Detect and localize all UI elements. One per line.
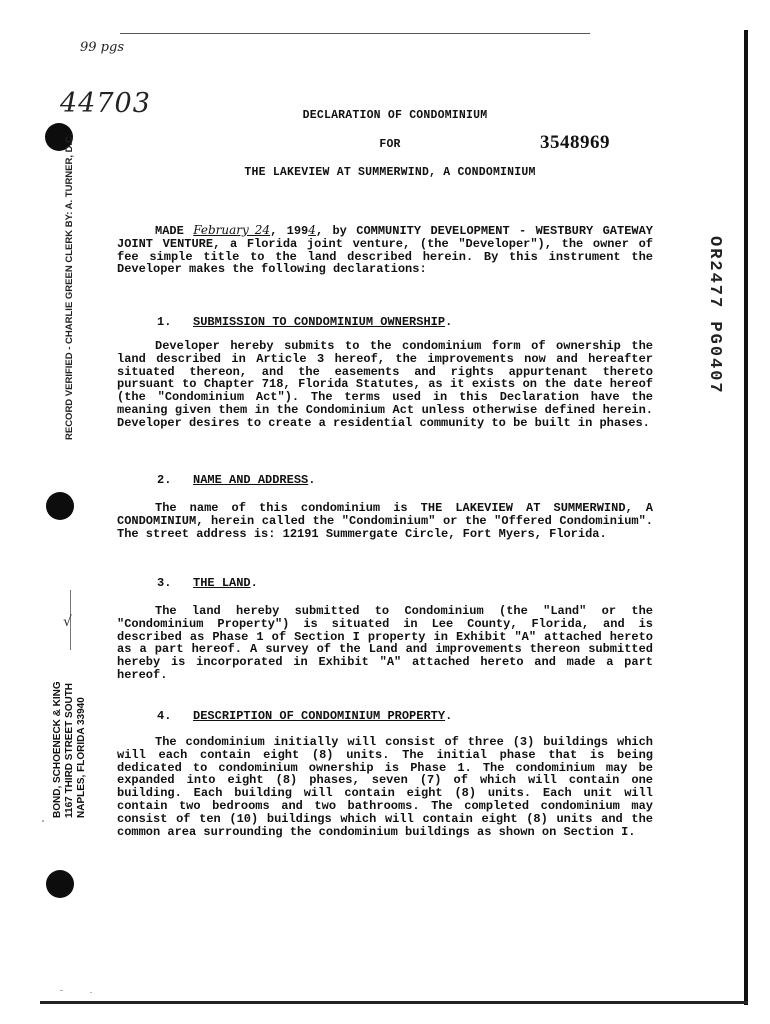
year-handwritten: 4 bbox=[308, 223, 316, 237]
section-1-body bbox=[117, 340, 653, 430]
intro-made: MADE bbox=[155, 224, 184, 238]
return-address-block bbox=[52, 681, 88, 818]
margin-check-mark: √ bbox=[63, 614, 72, 630]
bottom-edge-line bbox=[40, 1001, 748, 1004]
date-handwritten: February 24 bbox=[193, 223, 271, 237]
title-for: FOR bbox=[379, 138, 401, 151]
section-1-number: 1. bbox=[157, 315, 172, 329]
pages-note: 99 pgs bbox=[80, 40, 124, 55]
section-3-body bbox=[117, 605, 653, 682]
or-book-page-stamp: OR2477 PG0407 bbox=[705, 236, 724, 395]
section-3-title: THE LAND bbox=[193, 576, 251, 590]
scan-speck bbox=[60, 990, 63, 991]
section-2-text: The name of this condominium is THE LAKEVIEW AT SUMMERWIND, A CONDOMINIUM, herein called the "Condominium" or the "Offered Condominium". The street address is: 12191 Summergate Circle, Fort Myers, Florida. bbox=[117, 501, 653, 541]
section-2-heading: 2. NAME AND ADDRESS. bbox=[157, 473, 316, 487]
scan-speck bbox=[90, 992, 92, 993]
section-3-text: The land hereby submitted to Condominium (the "Land" or the "Condominium Property") is situated in Lee County, Florida, and is described as Phase 1 of Section I property in Exhibit "A" attached hereto as a part hereof. A survey of the Land and improvements thereon submitted hereby is incorporated in Exhibit "A" attached hereto and made a part hereof. bbox=[117, 604, 653, 682]
section-4-text: The condominium initially will consist of three (3) buildings which will each contain eight (8) units. The initial phase that is being dedicated to condominium ownership is Phase 1. The condominium may be expanded into eight (8) phases, seven (7) of which will contain one building. Each building will contain eight (8) units. Each unit will contain two bedrooms and two bathrooms. The completed condominium may consist of ten (10) buildings which will contain eight (8) units and the common area surrounding the condominium buildings as shown on Section I. bbox=[117, 735, 653, 839]
punch-hole-bottom bbox=[46, 870, 74, 898]
intro-year-prefix: , 199 bbox=[270, 224, 309, 238]
document-number-stamp: 3548969 bbox=[540, 132, 610, 153]
return-address-line2: 1167 THIRD STREET SOUTH bbox=[64, 682, 75, 818]
section-4-body bbox=[117, 736, 653, 838]
file-number: 44703 bbox=[60, 88, 151, 119]
document-title: DECLARATION OF CONDOMINIUM bbox=[302, 109, 488, 122]
right-edge-bar bbox=[744, 30, 748, 1005]
section-2-number: 2. bbox=[157, 473, 172, 487]
section-4-title: DESCRIPTION OF CONDOMINIUM PROPERTY bbox=[193, 709, 446, 723]
return-address-line1: BOND, SCHOENECK & KING bbox=[52, 681, 63, 818]
section-1-text: Developer hereby submits to the condominium form of ownership the land described in Article 3 hereof, the improvements now and hereafter situated thereon, and the easements and rights appurtenant thereto pursuant to Chapter 718, Florida Statutes, as it exists on the date hereof (the "Condominium Act"). The terms used in this Declaration have the meaning given them in the Condominium Act unless otherwise defined herein. Developer desires to create a residential community to be built in phases. bbox=[117, 339, 653, 430]
section-4-heading: 4. DESCRIPTION OF CONDOMINIUM PROPERTY. bbox=[157, 709, 453, 723]
intro-text: , by COMMUNITY DEVELOPMENT - WESTBURY GATEWAY JOINT VENTURE, a Florida joint venture, (the "Developer"), the owner of fee simple title to the land described herein. By this instrument the Developer makes the following declarations: bbox=[117, 224, 654, 277]
scan-speck bbox=[42, 820, 44, 822]
top-edge-line bbox=[120, 33, 590, 34]
section-3-heading: 3. THE LAND. bbox=[157, 576, 258, 590]
section-1-heading: 1. SUBMISSION TO CONDOMINIUM OWNERSHIP. bbox=[157, 315, 453, 329]
section-2-title: NAME AND ADDRESS bbox=[193, 473, 309, 487]
intro-paragraph bbox=[117, 224, 653, 276]
section-2-body bbox=[117, 502, 653, 540]
section-3-number: 3. bbox=[157, 576, 172, 590]
document-subtitle: THE LAKEVIEW AT SUMMERWIND, A CONDOMINIUM bbox=[244, 166, 536, 179]
section-4-number: 4. bbox=[157, 709, 172, 723]
clerk-record-stamp: RECORD VERIFIED - CHARLIE GREEN CLERK BY: A. TURNER, D.C. bbox=[64, 133, 75, 440]
section-1-title: SUBMISSION TO CONDOMINIUM OWNERSHIP bbox=[193, 315, 446, 329]
punch-hole-middle bbox=[46, 492, 74, 520]
return-address-line3: NAPLES, FLORIDA 33940 bbox=[76, 697, 87, 818]
